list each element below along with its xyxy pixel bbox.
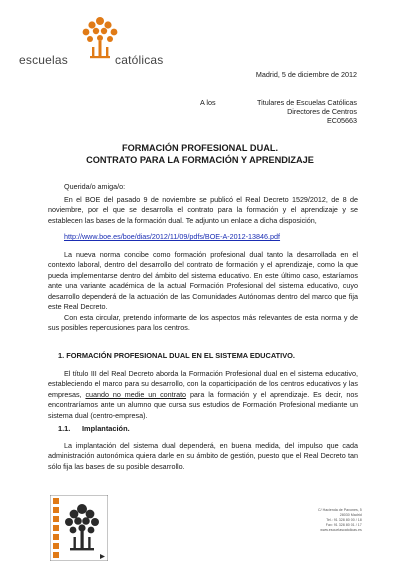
paragraph-circular (48, 313, 358, 334)
footer-address-line-1: C/ Hacienda de Pavones, 5 (318, 508, 362, 512)
recipient-line-1: Titulares de Escuelas Católicas (256, 98, 357, 107)
paragraph-titulo-iii-text-a: El título III del Real Decreto aborda la Formación Profesional dual en el sistema educativo, estableciendo el marco para su desarrollo, con la coparticipación de los centros educativos y las empresas, (48, 369, 358, 399)
paragraph-boe (48, 195, 358, 226)
footer-address (318, 508, 362, 533)
boe-link[interactable]: http://www.boe.es/boe/dias/2012/11/09/pdfs/BOE-A-2012-13846.pdf (64, 232, 281, 241)
footer-fax: Fax: 91 328 80 01 / 17 (325, 522, 362, 527)
paragraph-circular-text: Con esta circular, pretendo informarte de los aspectos más relevantes de esta norma y de sus posibles repercusiones para los centros. (48, 313, 358, 333)
subsection-number: 1.1. (58, 424, 71, 433)
footer-address-line-2: 28030 Madrid (339, 512, 362, 517)
paragraph-implantacion (48, 441, 358, 472)
paragraph-boe-text: En el BOE del pasado 9 de noviembre se publicó el Real Decreto 1529/2012, de 8 de noviembre, por el que se desarrolla el contrato para la formación y el aprendizaje y se establecen las bases de la formación dual. Te adjunto un enlace a dicha disposición, (48, 195, 358, 225)
recipient-label: A los (200, 98, 216, 107)
recipient-line-2: Directores de Centros (287, 107, 357, 116)
subsection-title: Implantación. (82, 424, 130, 433)
footer-website[interactable]: www.escuelascatolicas.es (320, 527, 362, 532)
paragraph-nueva-norma (48, 250, 358, 312)
letter-date: Madrid, 5 de diciembre de 2012 (255, 70, 357, 79)
logo-text-catolicas: católicas (115, 53, 164, 67)
document-title-line-2: CONTRATO PARA LA FORMACIÓN Y APRENDIZAJE (86, 155, 314, 165)
paragraph-titulo-iii-text-b: para la formación y el aprendizaje. Es decir, nos encontraríamos ante un alumno que cursa sus estudios de Formación Profesional mediante un sistema dual (centro-empresa). (48, 389, 358, 420)
document-title-line-1: FORMACIÓN PROFESIONAL DUAL. (121, 143, 279, 153)
paragraph-titulo-iii-underlined: cuando no medie un contrato (85, 389, 187, 399)
logo-text-escuelas: escuelas (19, 53, 68, 67)
greeting: Querida/o amiga/o: (64, 182, 126, 191)
paragraph-nueva-norma-text: La nueva norma concibe como formación profesional dual tanto la desarrollada en el contexto laboral, dentro del desarrollo del contrato de formación y el aprendizaje, como la que pueda implementarse dentro del ámbito del sistema educativo. En este último caso, estaríamos ante una variante académica de la actual Formación Profesional del sistema educativo, cuyo desarrollo dependerá de la actuación de las Comunidades Autónomas dentro del marco que fija este Real Decreto. (48, 250, 358, 312)
footer-tree-icon (50, 495, 108, 561)
section-1-heading: 1. FORMACIÓN PROFESIONAL DUAL EN EL SISTEMA EDUCATIVO. (58, 351, 295, 360)
escuelas-catolicas-logo (14, 13, 164, 67)
recipient-line-3: EC05663 (327, 116, 357, 125)
paragraph-implantacion-text: La implantación del sistema dual dependerá, en buena medida, del impulso que cada administración autonómica quiera darle en su ámbito de gestión, puesto que el Real Decreto tan sólo fija las bases de su posible desarrollo. (48, 441, 358, 471)
paragraph-titulo-iii (48, 369, 358, 421)
footer-logo (50, 495, 108, 561)
footer-phone: Tel.: 91 328 80 00 / 18 (326, 517, 362, 522)
